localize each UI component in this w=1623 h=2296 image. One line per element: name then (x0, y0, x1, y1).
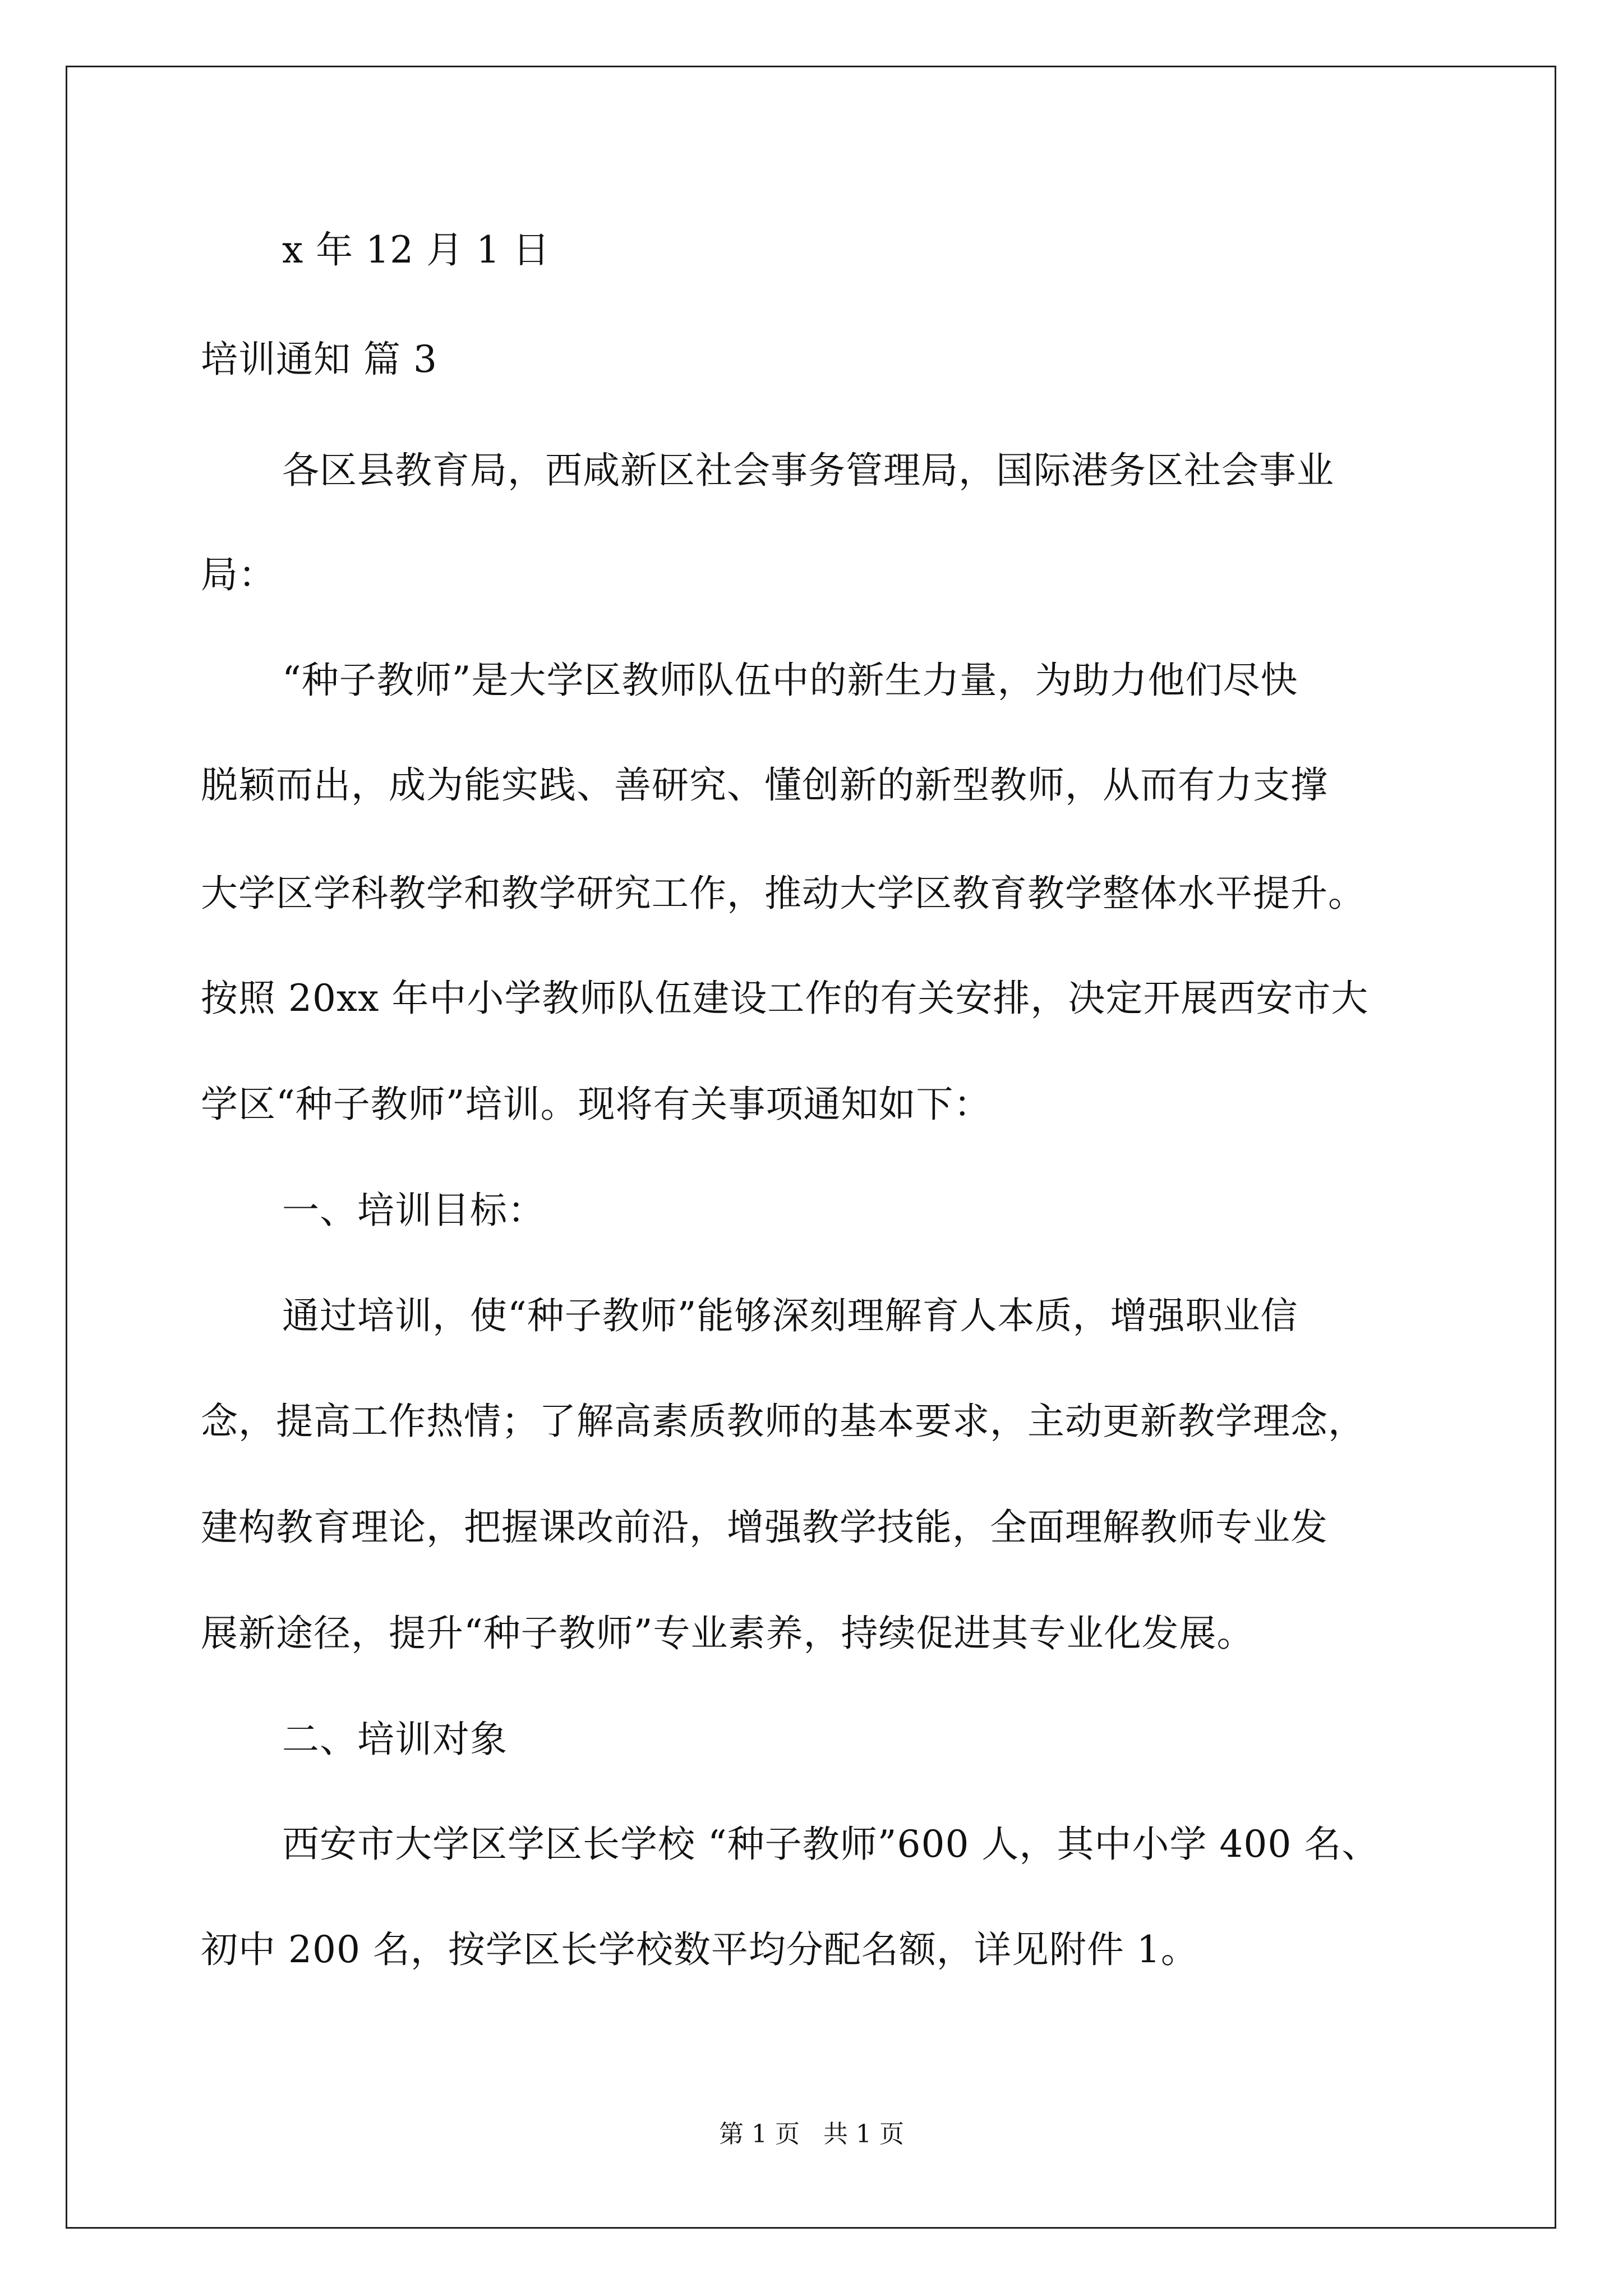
section2-line-1: 西安市大学区学区长学校 “种子教师”600 人，其中小学 400 名、 (282, 1823, 1380, 1866)
section1-line-4: 展新途径，提升“种子教师”专业素养，持续促进其专业化发展。 (201, 1612, 1255, 1655)
section1-line-2: 念，提高工作热情；了解高素质教师的基本要求，主动更新教学理念， (201, 1400, 1366, 1443)
addressee-line-2: 局： (201, 553, 276, 596)
intro-line-1: “种子教师”是大学区教师队伍中的新生力量，为助力他们尽快 (282, 659, 1298, 702)
intro-line-5: 学区“种子教师”培训。现将有关事项通知如下： (201, 1083, 992, 1126)
page-border (66, 66, 1556, 2229)
document-heading: 培训通知 篇 3 (201, 338, 437, 381)
page-footer: 第 1 页 共 1 页 (719, 2120, 904, 2148)
section2-line-2: 初中 200 名，按学区长学校数平均分配名额，详见附件 1。 (201, 1928, 1198, 1971)
intro-line-4: 按照 20xx 年中小学教师队伍建设工作的有关安排，决定开展西安市大 (201, 977, 1369, 1020)
section2-title: 二、培训对象 (282, 1718, 508, 1761)
intro-line-2: 脱颖而出，成为能实践、善研究、懂创新的新型教师，从而有力支撑 (201, 763, 1328, 807)
section1-title: 一、培训目标： (282, 1189, 545, 1232)
date-line: x 年 12 月 1 日 (282, 228, 551, 272)
section1-line-3: 建构教育理论，把握课改前沿，增强教学技能，全面理解教师专业发 (201, 1506, 1328, 1549)
intro-line-3: 大学区学科教学和教学研究工作，推动大学区教育教学整体水平提升。 (201, 872, 1366, 915)
addressee-line-1: 各区县教育局，西咸新区社会事务管理局，国际港务区社会事业 (282, 449, 1334, 492)
section1-line-1: 通过培训，使“种子教师”能够深刻理解育人本质，增强职业信 (282, 1294, 1298, 1337)
